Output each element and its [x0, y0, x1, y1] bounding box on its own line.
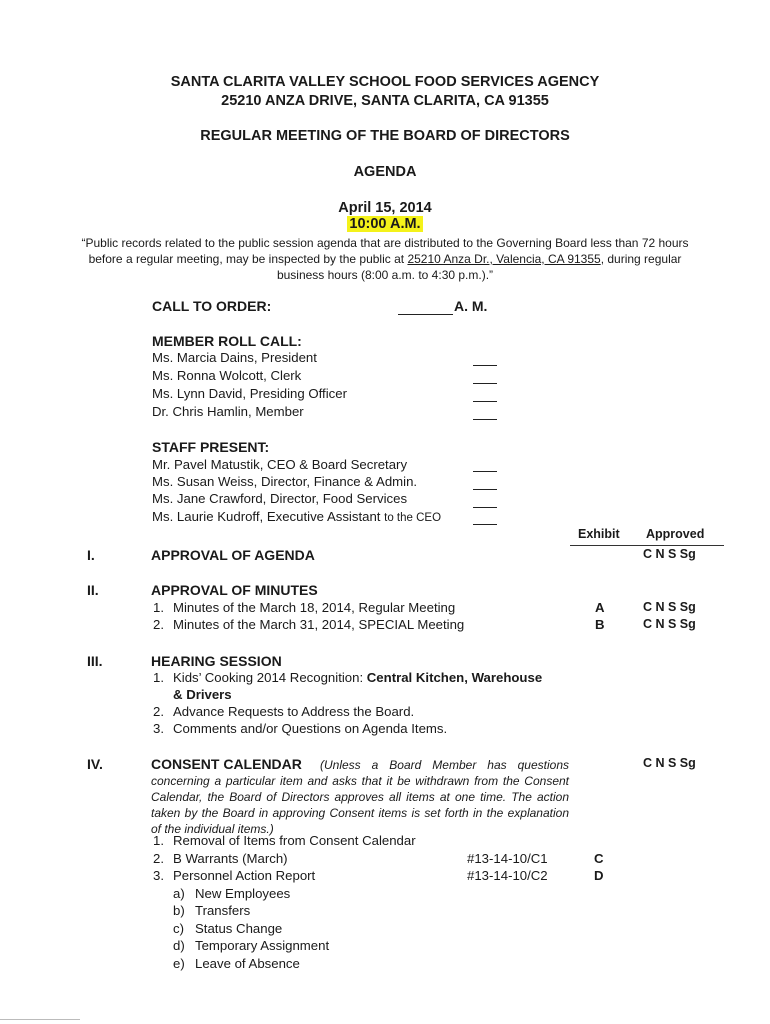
item-number: 2.	[153, 704, 164, 719]
staff-heading: STAFF PRESENT:	[152, 439, 270, 455]
item-number: 2.	[153, 617, 164, 632]
item-exhibit: C	[594, 851, 604, 866]
staff-member: Ms. Laurie Kudroff, Executive Assistant to the CEO	[152, 509, 442, 524]
roll-call-check-blank	[473, 401, 497, 402]
item-text: Kids’ Cooking 2014 Recognition: Central Kitchen, Warehouse	[173, 670, 543, 685]
meeting-time-wrap	[0, 216, 770, 232]
staff-check-blank	[473, 471, 497, 472]
subitem-text: Transfers	[195, 903, 251, 918]
approval-vote-codes: C N S Sg	[643, 547, 696, 561]
item-reference: #13-14-10/C1	[467, 851, 548, 866]
item-exhibit: D	[594, 868, 604, 883]
exhibit-column-header: Exhibit	[578, 527, 620, 541]
approved-column-header: Approved	[646, 527, 705, 541]
roll-call-check-blank	[473, 419, 497, 420]
section-title: CONSENT CALENDAR	[151, 756, 302, 772]
item-exhibit: A	[595, 600, 605, 615]
item-reference: #13-14-10/C2	[467, 868, 548, 883]
subitem-letter: d)	[173, 938, 185, 953]
public-records-notice	[80, 235, 690, 283]
item-text: Removal of Items from Consent Calendar	[173, 833, 416, 848]
approval-vote-codes: C N S Sg	[643, 600, 696, 614]
roll-call-check-blank	[473, 383, 497, 384]
section-title: APPROVAL OF MINUTES	[151, 582, 318, 598]
item-text-continued: & Drivers	[173, 687, 232, 702]
scan-edge-mark	[0, 1019, 80, 1020]
item-exhibit: B	[595, 617, 605, 632]
doc-type: AGENDA	[353, 164, 417, 180]
item-text: Comments and/or Questions on Agenda Items.	[173, 721, 448, 736]
item-number: 2.	[153, 851, 164, 866]
roll-call-member: Ms. Lynn David, Presiding Officer	[152, 386, 347, 401]
section-number: III.	[87, 653, 103, 669]
roll-call-check-blank	[473, 365, 497, 366]
subitem-letter: a)	[173, 886, 185, 901]
staff-member: Ms. Jane Crawford, Director, Food Services	[152, 491, 408, 506]
section-number: IV.	[87, 756, 103, 772]
roll-call-member: Ms. Ronna Wolcott, Clerk	[152, 368, 302, 383]
section-title: HEARING SESSION	[151, 653, 282, 669]
consent-calendar-note: (Unless a Board Member has questions concerning a particular item and asks that it be withdrawn from the Consent Calendar, the Board of Directors approves all items at one time. The action taken by the Board in approving Consent items is set forth in the explanation of the individual items.)	[151, 758, 569, 836]
call-to-order-suffix: A. M.	[454, 298, 488, 314]
org-address: 25210 ANZA DRIVE, SANTA CLARITA, CA 91355	[221, 93, 549, 109]
notice-address-link: 25210 Anza Dr., Valencia, CA 91355	[407, 252, 601, 266]
staff-check-blank	[473, 507, 497, 508]
subitem-text: New Employees	[195, 886, 291, 901]
staff-member: Ms. Susan Weiss, Director, Finance & Admin.	[152, 474, 418, 489]
org-name: SANTA CLARITA VALLEY SCHOOL FOOD SERVICES AGENCY	[170, 74, 600, 90]
subitem-text: Status Change	[195, 921, 283, 936]
roll-call-member: Ms. Marcia Dains, President	[152, 350, 317, 365]
section-number: II.	[87, 582, 99, 598]
subitem-letter: b)	[173, 903, 185, 918]
item-number: 1.	[153, 833, 164, 848]
item-text: Minutes of the March 31, 2014, SPECIAL Meeting	[173, 617, 465, 632]
call-to-order-blank	[398, 314, 453, 315]
meeting-date: April 15, 2014	[338, 200, 432, 216]
meeting-time: 10:00 A.M.	[349, 216, 421, 232]
roll-call-member: Dr. Chris Hamlin, Member	[152, 404, 304, 419]
call-to-order-label: CALL TO ORDER:	[152, 298, 272, 314]
item-text: Minutes of the March 18, 2014, Regular Meeting	[173, 600, 456, 615]
item-number: 3.	[153, 868, 164, 883]
column-header-rule	[570, 545, 724, 546]
item-text: Advance Requests to Address the Board.	[173, 704, 415, 719]
subitem-text: Leave of Absence	[195, 956, 300, 971]
item-number: 3.	[153, 721, 164, 736]
section-title: APPROVAL OF AGENDA	[151, 547, 315, 563]
item-number: 1.	[153, 670, 164, 685]
item-number: 1.	[153, 600, 164, 615]
roll-call-heading: MEMBER ROLL CALL:	[152, 333, 302, 349]
subitem-letter: e)	[173, 956, 185, 971]
staff-check-blank	[473, 489, 497, 490]
staff-member: Mr. Pavel Matustik, CEO & Board Secretary	[152, 457, 408, 472]
notice-text-before: “Public records related to the public session agenda that are distributed to the Governing Board less than 72 hours before a regular meeting, may be inspected by the public at	[81, 236, 689, 266]
approval-vote-codes: C N S Sg	[643, 756, 696, 770]
section-number: I.	[87, 547, 95, 563]
item-text: Personnel Action Report	[173, 868, 316, 883]
subitem-letter: c)	[173, 921, 184, 936]
staff-check-blank	[473, 524, 497, 525]
meeting-title: REGULAR MEETING OF THE BOARD OF DIRECTORS	[200, 128, 570, 144]
item-text: B Warrants (March)	[173, 851, 288, 866]
notice-text-after: , during regular business hours (8:00 a.m. to 4:30 p.m.).”	[276, 252, 682, 282]
subitem-text: Temporary Assignment	[195, 938, 330, 953]
approval-vote-codes: C N S Sg	[643, 617, 696, 631]
